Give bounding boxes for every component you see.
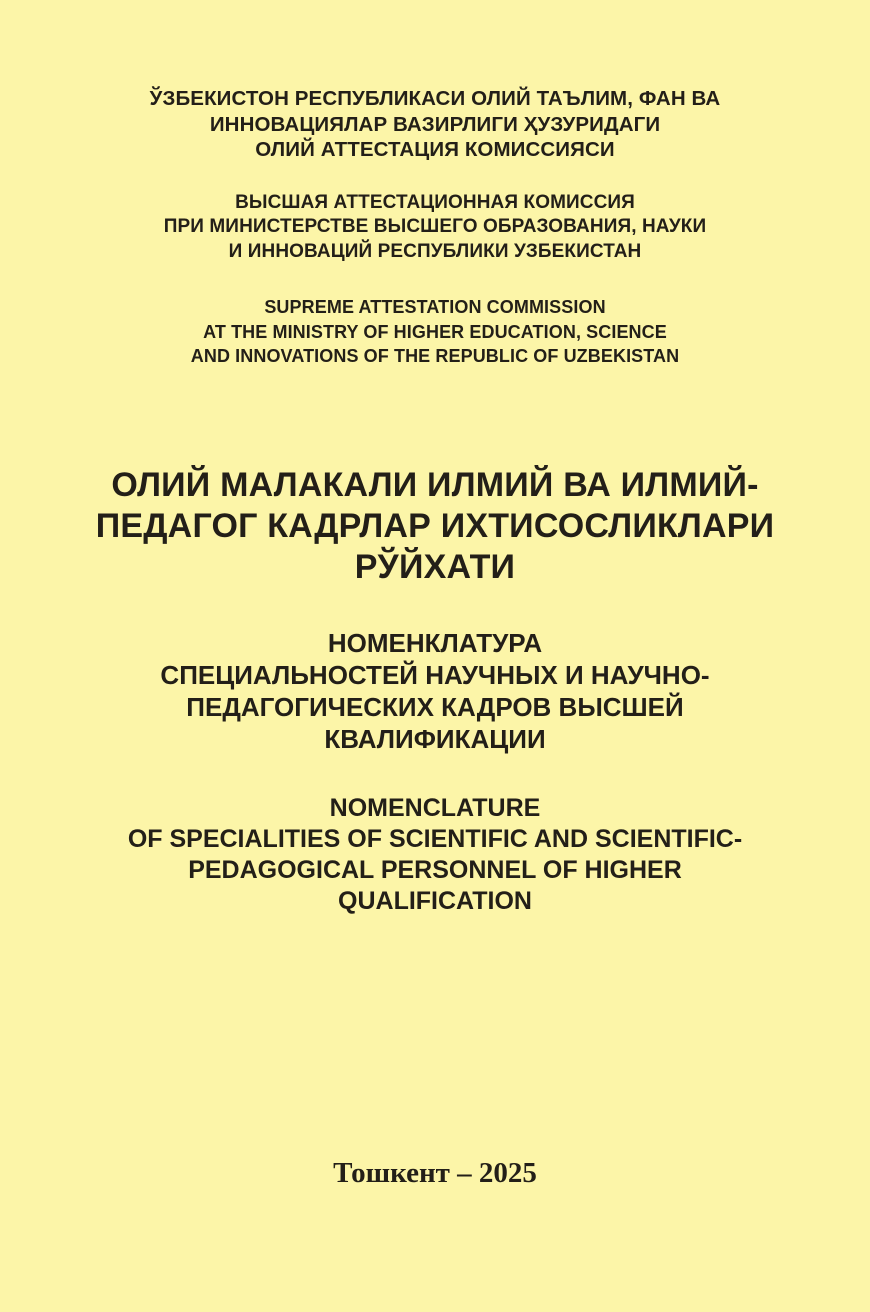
title-english-line-1: NOMENCLATURE [329,793,541,822]
authority-english-line-1: SUPREME ATTESTATION COMMISSION [264,297,606,317]
authority-russian-line-3: И ИННОВАЦИЙ РЕСПУБЛИКИ УЗБЕКИСТАН [228,240,642,262]
authority-uzbek-line-2: ИННОВАЦИЯЛАР ВАЗИРЛИГИ ҲУЗУРИДАГИ [209,112,661,136]
authority-uzbek-line-3: ОЛИЙ АТТЕСТАЦИЯ КОМИССИЯСИ [255,138,615,161]
title-russian [72,627,798,755]
title-russian-line-2: СПЕЦИАЛЬНОСТЕЙ НАУЧНЫХ И НАУЧНО- [160,659,710,690]
title-russian-line-1: НОМЕНКЛАТУРА [327,627,543,658]
imprint-place-year: Тошкент – 2025 [333,1157,537,1189]
title-russian-line-3: ПЕДАГОГИЧЕСКИХ КАДРОВ ВЫСШЕЙ [186,691,684,722]
title-uzbek [72,465,798,588]
document-title [72,465,798,917]
title-uzbek-line-3: РЎЙХАТИ [354,547,516,586]
authority-uzbek-line-1: ЎЗБЕКИСТОН РЕСПУБЛИКАСИ ОЛИЙ ТАЪЛИМ, ФАН ВА [149,87,721,110]
title-english-line-4: QUALIFICATION [338,886,532,915]
title-english [72,793,798,917]
authority-english [72,295,798,369]
authority-russian [72,191,798,265]
authority-russian-line-1: ВЫСШАЯ АТТЕСТАЦИОННАЯ КОМИССИЯ [235,191,635,213]
title-uzbek-line-1: ОЛИЙ МАЛАКАЛИ ИЛМИЙ ВА ИЛМИЙ- [111,465,759,504]
authority-uzbek [72,86,798,163]
authority-russian-line-2: ПРИ МИНИСТЕРСТВЕ ВЫСШЕГО ОБРАЗОВАНИЯ, НАУКИ [163,216,707,237]
title-english-line-3: PEDAGOGICAL PERSONNEL OF HIGHER [188,855,682,884]
title-russian-line-4: КВАЛИФИКАЦИИ [324,723,546,754]
authority-english-line-2: AT THE MINISTRY OF HIGHER EDUCATION, SCIENCE [203,321,667,342]
authority-english-line-3: AND INNOVATIONS OF THE REPUBLIC OF UZBEKISTAN [190,346,680,366]
title-uzbek-line-2: ПЕДАГОГ КАДРЛАР ИХТИСОСЛИКЛАРИ [95,506,775,545]
issuing-authority [72,86,798,369]
title-english-line-2: OF SPECIALITIES OF SCIENTIFIC AND SCIENTIFIC- [127,824,743,853]
